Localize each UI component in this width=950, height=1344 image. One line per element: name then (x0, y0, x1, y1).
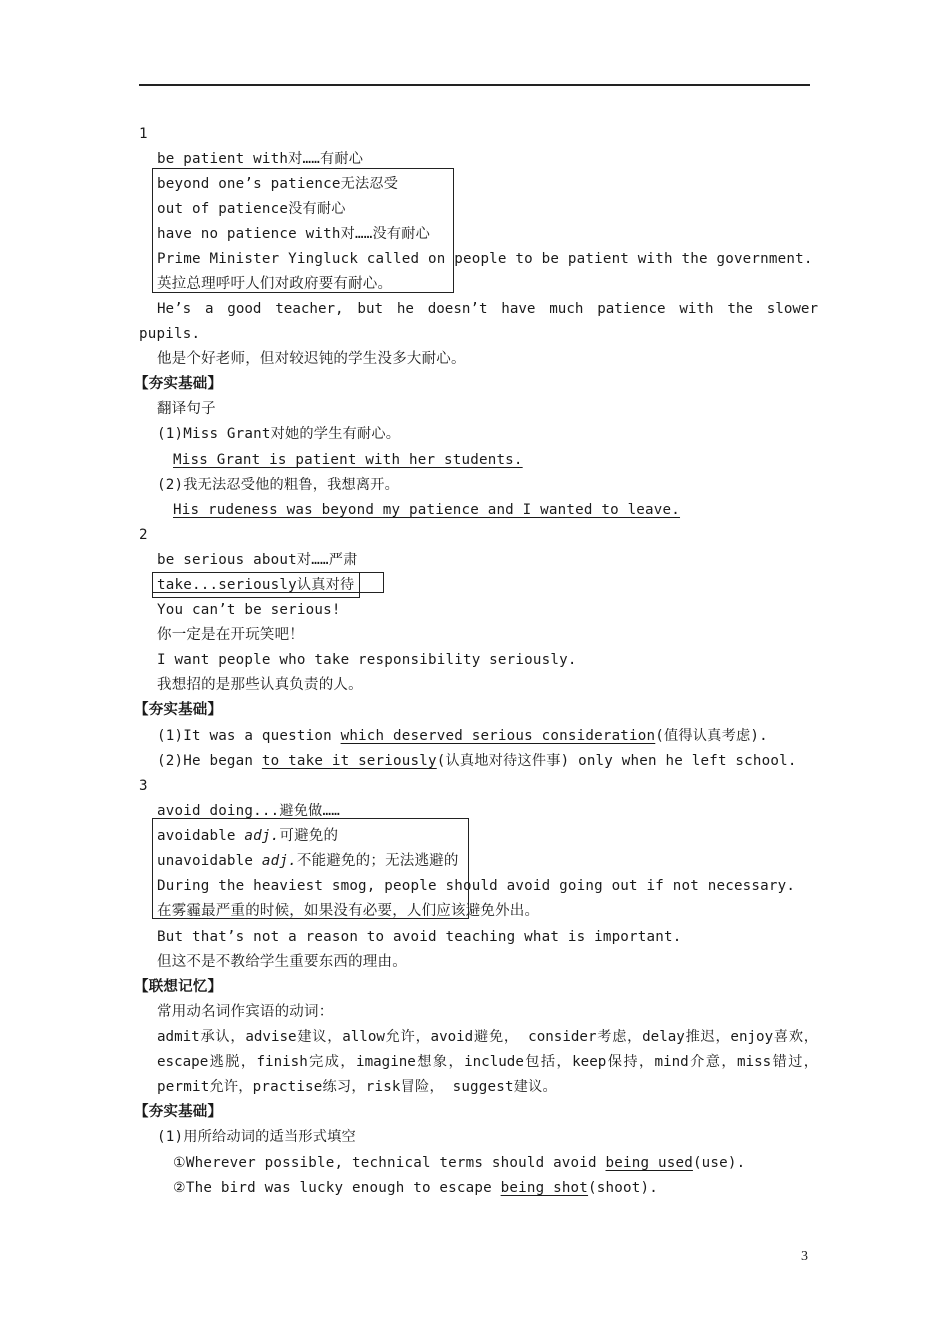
example-translation: 他是个好老师，但对较迟钝的学生没多大耐心。 (157, 351, 466, 367)
phrase-box (152, 168, 454, 293)
question-hint: (shoot). (588, 1180, 658, 1196)
phrase-box (152, 818, 469, 919)
example-translation: 你一定是在开玩笑吧！ (157, 627, 304, 643)
word: unavoidable (157, 853, 262, 869)
question-hint: (值得认真考虑). (655, 728, 768, 744)
exercise-answer: His rudeness was beyond my patience and I wanted to leave. (173, 502, 681, 518)
exercise-question: (2)我无法忍受他的粗鲁，我想离开。 (157, 477, 400, 493)
question-hint: (use). (692, 1155, 746, 1171)
example-sentence: You can’t be serious! (157, 602, 341, 618)
question-text: ②The bird was lucky enough to escape (173, 1180, 501, 1196)
phrase-line: be patient with对……有耐心 (157, 151, 364, 167)
association-list: permit允许，practise练习，risk冒险， suggest建议。 (157, 1079, 557, 1095)
association-title: 常用动名词作宾语的动词： (157, 1004, 334, 1020)
example-translation: 我想招的是那些认真负责的人。 (157, 677, 363, 693)
association-list: admit承认，advise建议，allow允许，avoid避免， consider考虑，delay推迟，enjoy喜欢， (157, 1029, 818, 1045)
example-translation: 但这不是不教给学生重要东西的理由。 (157, 954, 407, 970)
example-sentence: I want people who take responsibility seriously. (157, 652, 577, 668)
phrase-line: take...seriously认真对待 (157, 577, 355, 593)
word-meaning: 可避免的 (279, 828, 339, 844)
section-2-number: 2 (139, 527, 148, 543)
phrase-line: be serious about对……严肃 (157, 552, 358, 568)
example-sentence: Prime Minister Yingluck called on people to be patient with the government. (157, 251, 813, 267)
word: avoidable (157, 828, 245, 844)
exercise-question (173, 1179, 658, 1197)
exercise-question: (1)Miss Grant对她的学生有耐心。 (157, 426, 401, 442)
page-number: 3 (801, 1249, 808, 1264)
exercise-answer: Miss Grant is patient with her students. (173, 452, 523, 468)
example-translation: 英拉总理呼吁人们对政府要有耐心。 (157, 276, 393, 292)
word-meaning: 不能避免的；无法逃避的 (296, 853, 459, 869)
association-list: escape逃脱，finish完成，imagine想象，include包括，keep保持，mind介意，miss错过， (157, 1054, 818, 1070)
phrase-line: have no patience with对……没有耐心 (157, 226, 430, 242)
answer-blank: to take it seriously (261, 753, 437, 769)
section-heading: 【联想记忆】 (134, 979, 223, 995)
section-heading: 【夯实基础】 (134, 376, 223, 392)
example-sentence-continuation: pupils. (139, 326, 201, 342)
exercise-question (173, 1154, 745, 1172)
exercise-instruction: (1)用所给动词的适当形式填空 (157, 1129, 356, 1145)
phrase-line: beyond one’s patience无法忍受 (157, 176, 399, 192)
answer-blank: being shot (500, 1180, 589, 1196)
exercise-question (157, 727, 768, 745)
example-sentence: But that’s not a reason to avoid teaching what is important. (157, 929, 682, 945)
exercise-instruction: 翻译句子 (157, 401, 216, 417)
section-heading: 【夯实基础】 (134, 702, 223, 718)
example-sentence: He’s a good teacher, but he doesn’t have much patience with the slower (157, 301, 818, 317)
question-hint: (认真地对待这件事) only when he left school. (436, 753, 797, 769)
question-text: ①Wherever possible, technical terms should avoid (173, 1155, 606, 1171)
section-heading: 【夯实基础】 (134, 1104, 223, 1120)
question-text: (1)It was a question (157, 728, 341, 744)
example-translation: 在雾霾最严重的时候，如果没有必要，人们应该避免外出。 (157, 903, 540, 919)
phrase-box-inner (152, 572, 360, 598)
phrase-line: out of patience没有耐心 (157, 201, 346, 217)
section-1-number: 1 (139, 126, 148, 142)
exercise-question (157, 752, 797, 770)
header-rule (139, 84, 810, 86)
question-text: (2)He began (157, 753, 262, 769)
part-of-speech: adj. (244, 828, 280, 844)
example-sentence: During the heaviest smog, people should avoid going out if not necessary. (157, 878, 796, 894)
section-3-number: 3 (139, 778, 148, 794)
phrase-line: avoid doing...避免做…… (157, 803, 341, 819)
part-of-speech: adj. (261, 853, 297, 869)
answer-blank: which deserved serious consideration (340, 728, 656, 744)
answer-blank: being used (605, 1155, 693, 1171)
